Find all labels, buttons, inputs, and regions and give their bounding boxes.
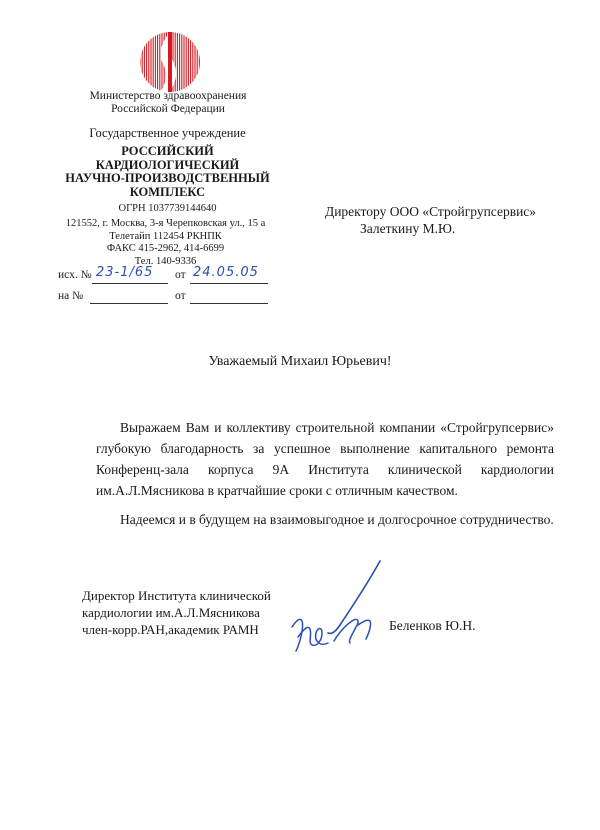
ministry-line-1: Министерство здравоохранения bbox=[89, 90, 247, 102]
outgoing-number-line bbox=[92, 283, 168, 284]
incoming-date-label: от bbox=[175, 290, 186, 302]
institution-name bbox=[60, 145, 275, 199]
signer-title-line-3: член-корр.РАН,академик РАМН bbox=[82, 622, 259, 637]
incoming-number-line bbox=[90, 303, 168, 304]
address-line-4: Тел. 140-9336 bbox=[134, 255, 197, 267]
outgoing-number-value: 23-1/65 bbox=[96, 265, 154, 280]
addressee-name: Залеткину М.Ю. bbox=[360, 221, 456, 236]
incoming-number-label: на № bbox=[58, 290, 84, 302]
institution-type: Государственное учреждение bbox=[89, 126, 246, 140]
institution-name-line-2: КАРДИОЛОГИЧЕСКИЙ bbox=[95, 157, 240, 172]
greeting: Уважаемый Михаил Юрьевич! bbox=[208, 354, 392, 369]
body-paragraph-1: Выражаем Вам и коллективу строительной компании «Стройгрупсервис» глубокую благодарность за успешное выполнение капитального ремонта Конференц-зала корпуса 9А Института клинической кардиологии им.А.Л.Мясникова в кратчайшие сроки с отличным качеством. bbox=[96, 420, 554, 498]
outgoing-date-label: от bbox=[175, 269, 186, 281]
signer-title bbox=[82, 587, 271, 638]
outgoing-number-label: исх. № bbox=[58, 269, 92, 281]
ogrn: ОГРН 1037739144640 bbox=[118, 203, 217, 214]
body-paragraph-2: Надеемся и в будущем на взаимовыгодное и долгосрочное сотрудничество. bbox=[120, 512, 554, 527]
institution-name-line-3: НАУЧНО-ПРОИЗВОДСТВЕННЫЙ bbox=[65, 171, 270, 185]
signer-name: Беленков Ю.Н. bbox=[389, 618, 476, 633]
ministry-line-2: Российской Федерации bbox=[111, 103, 225, 115]
ministry-name bbox=[78, 90, 258, 116]
signer-title-line-2: кардиологии им.А.Л.Мясникова bbox=[82, 605, 260, 620]
address-line-3: ФАКС 415-2962, 414-6699 bbox=[106, 243, 225, 254]
institution-name-line-4: КОМПЛЕКС bbox=[129, 184, 206, 199]
outgoing-date-line bbox=[190, 283, 268, 284]
signer-title-line-1: Директор Института клинической bbox=[82, 588, 271, 603]
ministry-emblem-icon bbox=[138, 30, 202, 94]
address-line-2: Телетайп 112454 РКНПК bbox=[109, 230, 222, 242]
institution-name-line-1: РОССИЙСКИЙ bbox=[121, 144, 214, 158]
letter-body bbox=[96, 417, 554, 530]
address-line-1: 121552, г. Москва, 3-я Черепковская ул., 15 а bbox=[65, 218, 266, 229]
addressee-title: Директору ООО «Стройгрупсервис» bbox=[325, 204, 537, 219]
outgoing-date-value: 24.05.05 bbox=[193, 265, 259, 280]
handwritten-signature bbox=[282, 555, 402, 660]
incoming-date-line bbox=[190, 303, 268, 304]
address-block bbox=[38, 218, 293, 268]
